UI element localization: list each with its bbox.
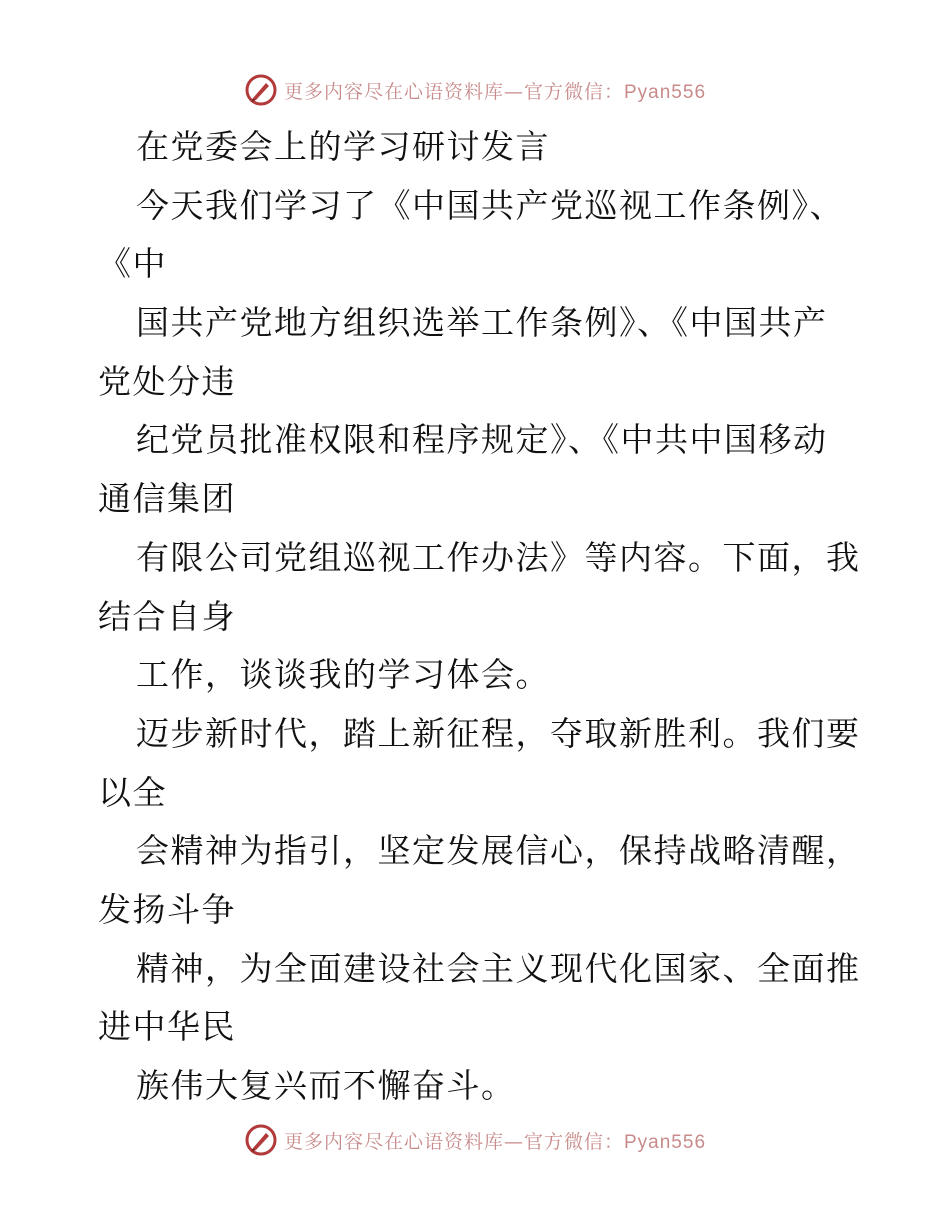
- header-watermark: [0, 72, 950, 108]
- paragraph-line: 纪党员批准权限和程序规定》、《中共中国移动: [136, 420, 828, 460]
- paragraph-line: 国共产党地方组织选举工作条例》、《中国共产: [136, 303, 828, 343]
- watermark-text: 更多内容尽在心语资料库—官方微信：Pyan556: [283, 1130, 707, 1153]
- paragraph-line: 发扬斗争: [98, 889, 236, 929]
- paragraph-line: 以全: [98, 772, 167, 812]
- pen-logo-icon: [244, 1123, 278, 1157]
- paragraph-line: 今天我们学习了《中国共产党巡视工作条例》、: [136, 185, 844, 225]
- document-title: 在党委会上的学习研讨发言: [136, 127, 550, 166]
- paragraph-line: 进中华民: [98, 1007, 236, 1047]
- paragraph-line: 有限公司党组巡视工作办法》等内容。下面，我: [136, 537, 861, 577]
- paragraph-line: 《中: [98, 244, 167, 284]
- paragraph-line: 精神，为全面建设社会主义现代化国家、全面推: [136, 948, 861, 988]
- paragraph-line: 工作，谈谈我的学习体会。: [136, 655, 550, 695]
- paragraph-line: 迈步新时代，踏上新征程，夺取新胜利。我们要: [136, 713, 861, 753]
- footer-watermark: [0, 1122, 950, 1158]
- document-body: [98, 118, 861, 1116]
- watermark-text: 更多内容尽在心语资料库—官方微信：Pyan556: [283, 80, 707, 103]
- pen-logo-icon: [244, 73, 278, 107]
- paragraph-line: 会精神为指引，坚定发展信心，保持战略清醒，: [136, 831, 861, 871]
- paragraph-line: 族伟大复兴而不懈奋斗。: [136, 1066, 516, 1105]
- paragraph-line: 通信集团: [98, 479, 236, 519]
- paragraph-line: 党处分违: [98, 361, 236, 401]
- paragraph-line: 结合自身: [98, 596, 236, 636]
